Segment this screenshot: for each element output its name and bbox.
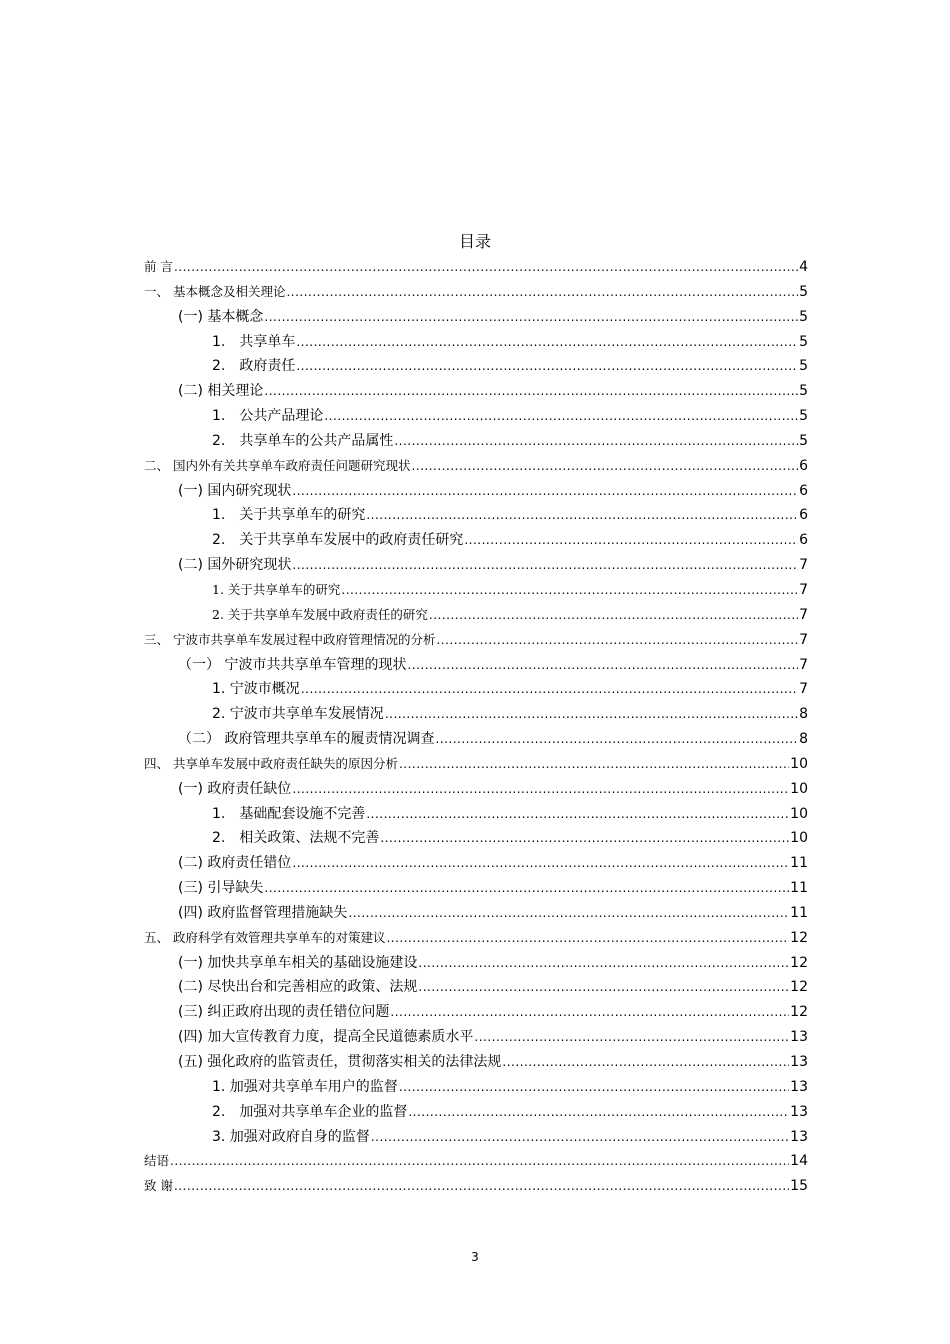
toc-entry-label: （一） 宁波市共共享单车管理的现状: [178, 656, 407, 673]
toc-entry-page: 13: [790, 1078, 808, 1095]
table-of-contents: [144, 255, 808, 1199]
toc-entry-label: 1. 共享单车: [212, 333, 296, 350]
toc-entry-label: (一) 政府责任缺位: [178, 780, 292, 797]
dot-leader: [296, 330, 798, 355]
toc-entry-page: 12: [790, 979, 808, 996]
dot-leader: [399, 1075, 789, 1100]
toc-entry[interactable]: [144, 1050, 808, 1075]
dot-leader: [292, 479, 798, 504]
toc-entry-label: 前 言: [144, 259, 173, 274]
toc-entry[interactable]: [144, 255, 808, 280]
toc-entry-page: 10: [790, 805, 808, 822]
toc-entry-label: 1. 关于共享单车的研究: [212, 507, 366, 524]
toc-entry-page: 6: [799, 457, 808, 474]
dot-leader: [292, 777, 789, 802]
toc-entry-page: 8: [799, 706, 808, 723]
toc-entry-label: 2. 关于共享单车发展中政府责任的研究: [212, 606, 428, 622]
toc-entry-label: 2. 关于共享单车发展中的政府责任研究: [212, 532, 464, 549]
toc-entry-label: 2. 共享单车的公共产品属性: [212, 432, 394, 449]
toc-entry-label: (三) 纠正政府出现的责任错位问题: [178, 1004, 390, 1021]
toc-entry-label: 四、 共享单车发展中政府责任缺失的原因分析: [144, 755, 398, 771]
dot-leader: [174, 1174, 789, 1199]
toc-entry-label: (五) 强化政府的监管责任，贯彻落实相关的法律法规: [178, 1054, 502, 1070]
toc-entry[interactable]: [144, 305, 808, 330]
toc-entry-label: (一) 加快共享单车相关的基础设施建设: [178, 954, 418, 971]
toc-entry-page: 7: [799, 581, 808, 598]
toc-entry-page: 15: [790, 1178, 808, 1195]
toc-entry-label: 2. 政府责任: [212, 358, 296, 375]
toc-entry-label: 五、 政府科学有效管理共享单车的对策建议: [144, 929, 386, 945]
toc-entry-label: 致 谢: [144, 1178, 173, 1194]
toc-entry[interactable]: [144, 578, 808, 603]
toc-entry-label: 1. 宁波市概况: [212, 681, 300, 698]
toc-entry-label: 1. 公共产品理论: [212, 408, 324, 425]
toc-entry-page: 5: [799, 383, 808, 400]
toc-entry-page: 13: [790, 1054, 808, 1070]
toc-entry-label: (一) 基本概念: [178, 308, 264, 325]
toc-entry-page: 10: [790, 830, 808, 847]
toc-entry-label: (二) 相关理论: [178, 383, 264, 400]
dot-leader: [408, 1100, 789, 1125]
toc-entry[interactable]: [144, 702, 808, 727]
toc-entry-label: 二、 国内外有关共享单车政府责任问题研究现状: [144, 457, 411, 473]
dot-leader: [390, 1000, 789, 1025]
toc-entry[interactable]: [144, 901, 808, 926]
toc-entry[interactable]: [144, 826, 808, 851]
toc-entry[interactable]: [144, 1149, 808, 1174]
toc-entry-page: 10: [790, 780, 808, 797]
dot-leader: [394, 429, 798, 454]
toc-entry[interactable]: [144, 379, 808, 404]
toc-entry-page: 11: [790, 880, 808, 897]
dot-leader: [264, 379, 798, 404]
toc-entry-label: （二） 政府管理共享单车的履责情况调查: [178, 731, 435, 748]
toc-entry-label: 一、 基本概念及相关理论: [144, 283, 286, 299]
toc-entry[interactable]: [144, 454, 808, 479]
dot-leader: [386, 926, 789, 951]
toc-entry[interactable]: [144, 727, 808, 752]
toc-entry-label: (二) 国外研究现状: [178, 557, 292, 574]
toc-entry-page: 7: [799, 656, 808, 673]
toc-entry-page: 5: [799, 283, 808, 300]
dot-leader: [380, 826, 789, 851]
dot-leader: [436, 628, 798, 653]
toc-entry[interactable]: [144, 851, 808, 876]
toc-entry-label: (四) 加大宣传教育力度，提高全民道德素质水平: [178, 1029, 474, 1046]
dot-leader: [292, 553, 798, 578]
dot-leader: [435, 727, 798, 752]
dot-leader: [371, 1125, 789, 1150]
toc-entry[interactable]: [144, 503, 808, 528]
dot-leader: [264, 305, 798, 330]
toc-entry-page: 7: [799, 631, 808, 648]
toc-entry[interactable]: [144, 1174, 808, 1199]
toc-entry[interactable]: [144, 1125, 808, 1150]
toc-entry[interactable]: [144, 628, 808, 653]
toc-entry-page: 5: [799, 333, 808, 350]
toc-entry[interactable]: [144, 528, 808, 553]
dot-leader: [399, 752, 789, 777]
toc-entry-label: 3. 加强对政府自身的监督: [212, 1128, 370, 1145]
dot-leader: [411, 454, 798, 479]
toc-entry[interactable]: [144, 975, 808, 1000]
dot-leader: [348, 901, 789, 926]
toc-entry[interactable]: [144, 677, 808, 702]
toc-entry-page: 12: [790, 1004, 808, 1021]
toc-entry[interactable]: [144, 1000, 808, 1025]
dot-leader: [385, 702, 798, 727]
toc-entry[interactable]: [144, 1025, 808, 1050]
toc-entry-label: (二) 尽快出台和完善相应的政策、法规: [178, 979, 418, 996]
toc-entry-page: 6: [799, 532, 808, 549]
toc-entry[interactable]: [144, 553, 808, 578]
dot-leader: [170, 1149, 789, 1174]
toc-entry-page: 13: [790, 1103, 808, 1120]
toc-entry[interactable]: [144, 777, 808, 802]
dot-leader: [296, 354, 798, 379]
dot-leader: [418, 975, 789, 1000]
toc-entry[interactable]: [144, 1075, 808, 1100]
toc-entry[interactable]: [144, 479, 808, 504]
toc-entry-page: 4: [799, 259, 808, 275]
toc-entry-page: 7: [799, 606, 808, 623]
dot-leader: [301, 677, 798, 702]
dot-leader: [366, 503, 798, 528]
toc-entry[interactable]: [144, 354, 808, 379]
toc-entry-label: 结语: [144, 1153, 170, 1169]
toc-entry-label: 1. 加强对共享单车用户的监督: [212, 1078, 398, 1095]
toc-entry[interactable]: [144, 280, 808, 305]
toc-entry[interactable]: [144, 951, 808, 976]
toc-entry[interactable]: [144, 330, 808, 355]
dot-leader: [502, 1050, 789, 1075]
toc-entry-page: 5: [799, 358, 808, 375]
toc-entry-label: 三、 宁波市共享单车发展过程中政府管理情况的分析: [144, 631, 436, 647]
dot-leader: [174, 255, 798, 280]
page-number: 3: [471, 1250, 479, 1264]
toc-entry-page: 11: [790, 904, 808, 921]
toc-entry-page: 5: [799, 432, 808, 449]
toc-entry-label: (四) 政府监督管理措施缺失: [178, 904, 348, 921]
dot-leader: [292, 851, 789, 876]
toc-entry[interactable]: [144, 752, 808, 777]
dot-leader: [324, 404, 798, 429]
toc-entry-page: 5: [799, 308, 808, 325]
toc-entry[interactable]: [144, 1100, 808, 1125]
toc-entry-label: 2. 加强对共享单车企业的监督: [212, 1103, 408, 1120]
toc-entry-page: 12: [790, 929, 808, 946]
toc-entry-page: 11: [790, 855, 808, 872]
toc-entry-page: 12: [790, 954, 808, 971]
toc-entry-label: (三) 引导缺失: [178, 880, 264, 897]
dot-leader: [407, 653, 798, 678]
toc-entry-label: 2. 相关政策、法规不完善: [212, 830, 380, 847]
dot-leader: [366, 802, 789, 827]
dot-leader: [286, 280, 798, 305]
toc-entry-page: 6: [799, 482, 808, 499]
toc-entry[interactable]: [144, 404, 808, 429]
dot-leader: [474, 1025, 789, 1050]
toc-entry[interactable]: [144, 653, 808, 678]
toc-entry[interactable]: [144, 926, 808, 951]
toc-entry-page: 10: [790, 755, 808, 772]
toc-entry-page: 6: [799, 507, 808, 524]
toc-entry[interactable]: [144, 429, 808, 454]
toc-entry-page: 13: [790, 1029, 808, 1046]
toc-entry-page: 7: [799, 557, 808, 574]
toc-entry[interactable]: [144, 876, 808, 901]
toc-title: 目录: [458, 232, 491, 251]
toc-entry-label: 1. 基础配套设施不完善: [212, 805, 366, 822]
dot-leader: [264, 876, 789, 901]
toc-entry-label: 2. 宁波市共享单车发展情况: [212, 706, 384, 723]
toc-entry-page: 8: [799, 731, 808, 748]
toc-entry-label: (一) 国内研究现状: [178, 482, 292, 499]
toc-entry-page: 13: [790, 1128, 808, 1145]
toc-entry-page: 14: [790, 1153, 808, 1170]
dot-leader: [429, 603, 798, 628]
dot-leader: [341, 578, 798, 603]
dot-leader: [418, 951, 789, 976]
toc-entry-page: 5: [799, 408, 808, 425]
dot-leader: [464, 528, 798, 553]
toc-entry-page: 7: [799, 681, 808, 698]
toc-entry[interactable]: [144, 603, 808, 628]
toc-entry[interactable]: [144, 802, 808, 827]
toc-entry-label: 1. 关于共享单车的研究: [212, 581, 341, 597]
toc-entry-label: (二) 政府责任错位: [178, 855, 292, 872]
